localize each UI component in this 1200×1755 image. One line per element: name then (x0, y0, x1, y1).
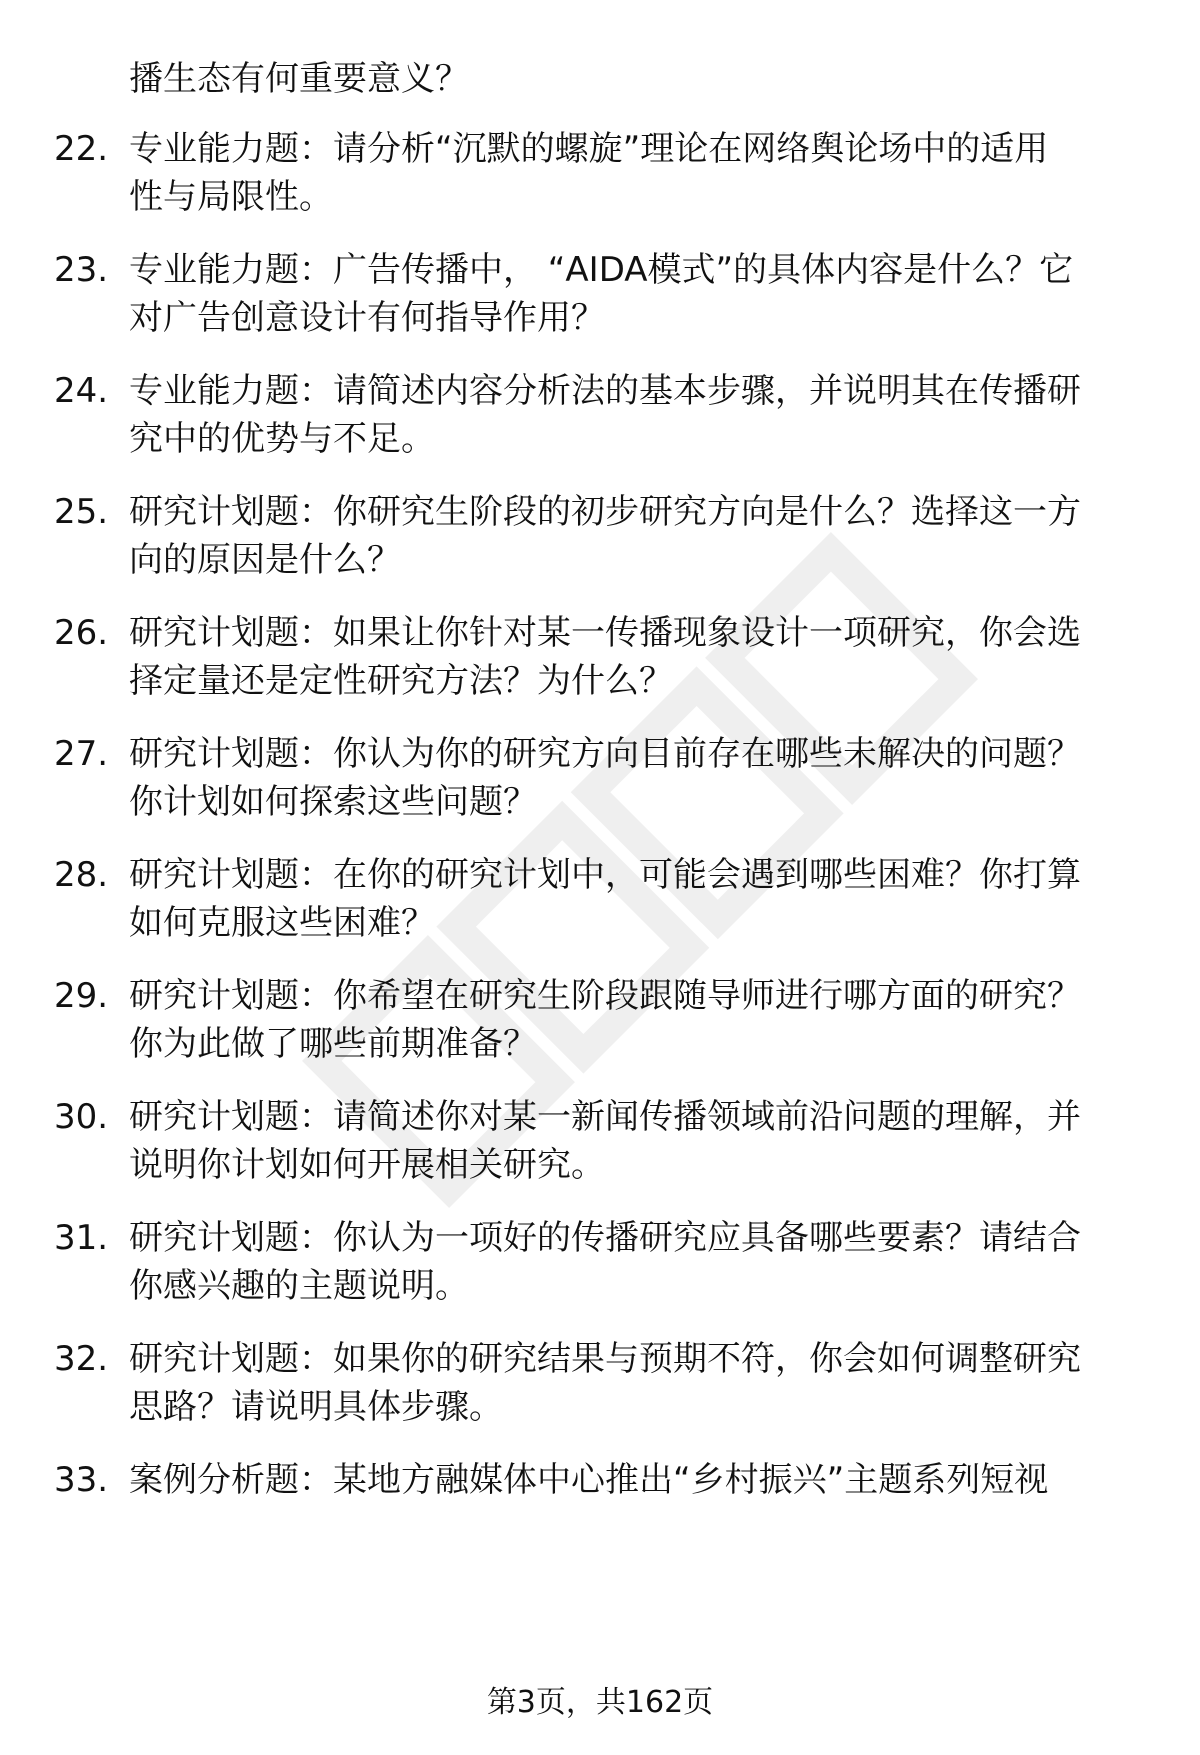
question-text-line: 研究计划题：如果你的研究结果与预期不符，你会如何调整研究 (129, 1339, 1081, 1379)
question-number: 33. (54, 1460, 109, 1500)
question-item (0, 850, 1200, 950)
question-number: 32. (54, 1339, 109, 1379)
question-item (0, 1092, 1200, 1192)
question-text-line: 专业能力题：请简述内容分析法的基本步骤，并说明其在传播研 (129, 371, 1081, 411)
question-number: 22. (54, 129, 109, 169)
question-number: 23. (54, 250, 109, 290)
question-text-line: 向的原因是什么？ (129, 540, 401, 580)
question-item (0, 366, 1200, 466)
question-item (0, 1334, 1200, 1434)
question-text-line: 研究计划题：如果让你针对某一传播现象设计一项研究，你会选 (129, 613, 1081, 653)
question-text-line: 研究计划题：在你的研究计划中，可能会遇到哪些困难？你打算 (129, 855, 1081, 895)
question-text-line: 研究计划题：你研究生阶段的初步研究方向是什么？选择这一方 (129, 492, 1081, 532)
question-text-line: 思路？请说明具体步骤。 (129, 1387, 503, 1427)
question-item (0, 1213, 1200, 1313)
question-text-line: 你感兴趣的主题说明。 (129, 1266, 469, 1306)
question-number: 24. (54, 371, 109, 411)
question-number: 27. (54, 734, 109, 774)
question-text-line: 究中的优势与不足。 (129, 419, 435, 459)
question-text-line: 专业能力题：广告传播中， “AIDA模式”的具体内容是什么？它 (129, 250, 1074, 290)
question-text-line: 案例分析题：某地方融媒体中心推出“乡村振兴”主题系列短视 (129, 1460, 1049, 1500)
continued-question-text: 播生态有何重要意义？ (129, 59, 469, 99)
question-item (0, 124, 1200, 224)
question-number: 30. (54, 1097, 109, 1137)
question-text-line: 择定量还是定性研究方法？为什么？ (129, 661, 673, 701)
question-text-line: 研究计划题：你希望在研究生阶段跟随导师进行哪方面的研究？ (129, 976, 1081, 1016)
question-number: 25. (54, 492, 109, 532)
page-footer: 第3页，共162页 (486, 1685, 714, 1720)
question-item (0, 608, 1200, 708)
question-item (0, 487, 1200, 587)
question-number: 29. (54, 976, 109, 1016)
question-text-line: 对广告创意设计有何指导作用？ (129, 298, 605, 338)
question-item (0, 729, 1200, 829)
question-text-line: 说明你计划如何开展相关研究。 (129, 1145, 605, 1185)
question-item (0, 1455, 1200, 1555)
question-text-line: 如何克服这些困难？ (129, 903, 435, 943)
question-item (0, 971, 1200, 1071)
question-number: 26. (54, 613, 109, 653)
question-text-line: 性与局限性。 (129, 177, 333, 217)
question-text-line: 专业能力题：请分析“沉默的螺旋”理论在网络舆论场中的适用 (129, 129, 1049, 169)
question-item (0, 245, 1200, 345)
question-text-line: 研究计划题：请简述你对某一新闻传播领域前沿问题的理解，并 (129, 1097, 1081, 1137)
question-text-line: 研究计划题：你认为你的研究方向目前存在哪些未解决的问题？ (129, 734, 1081, 774)
question-text-line: 你计划如何探索这些问题？ (129, 782, 537, 822)
question-text-line: 研究计划题：你认为一项好的传播研究应具备哪些要素？请结合 (129, 1218, 1081, 1258)
question-number: 28. (54, 855, 109, 895)
question-number: 31. (54, 1218, 109, 1258)
question-text-line: 你为此做了哪些前期准备？ (129, 1024, 537, 1064)
